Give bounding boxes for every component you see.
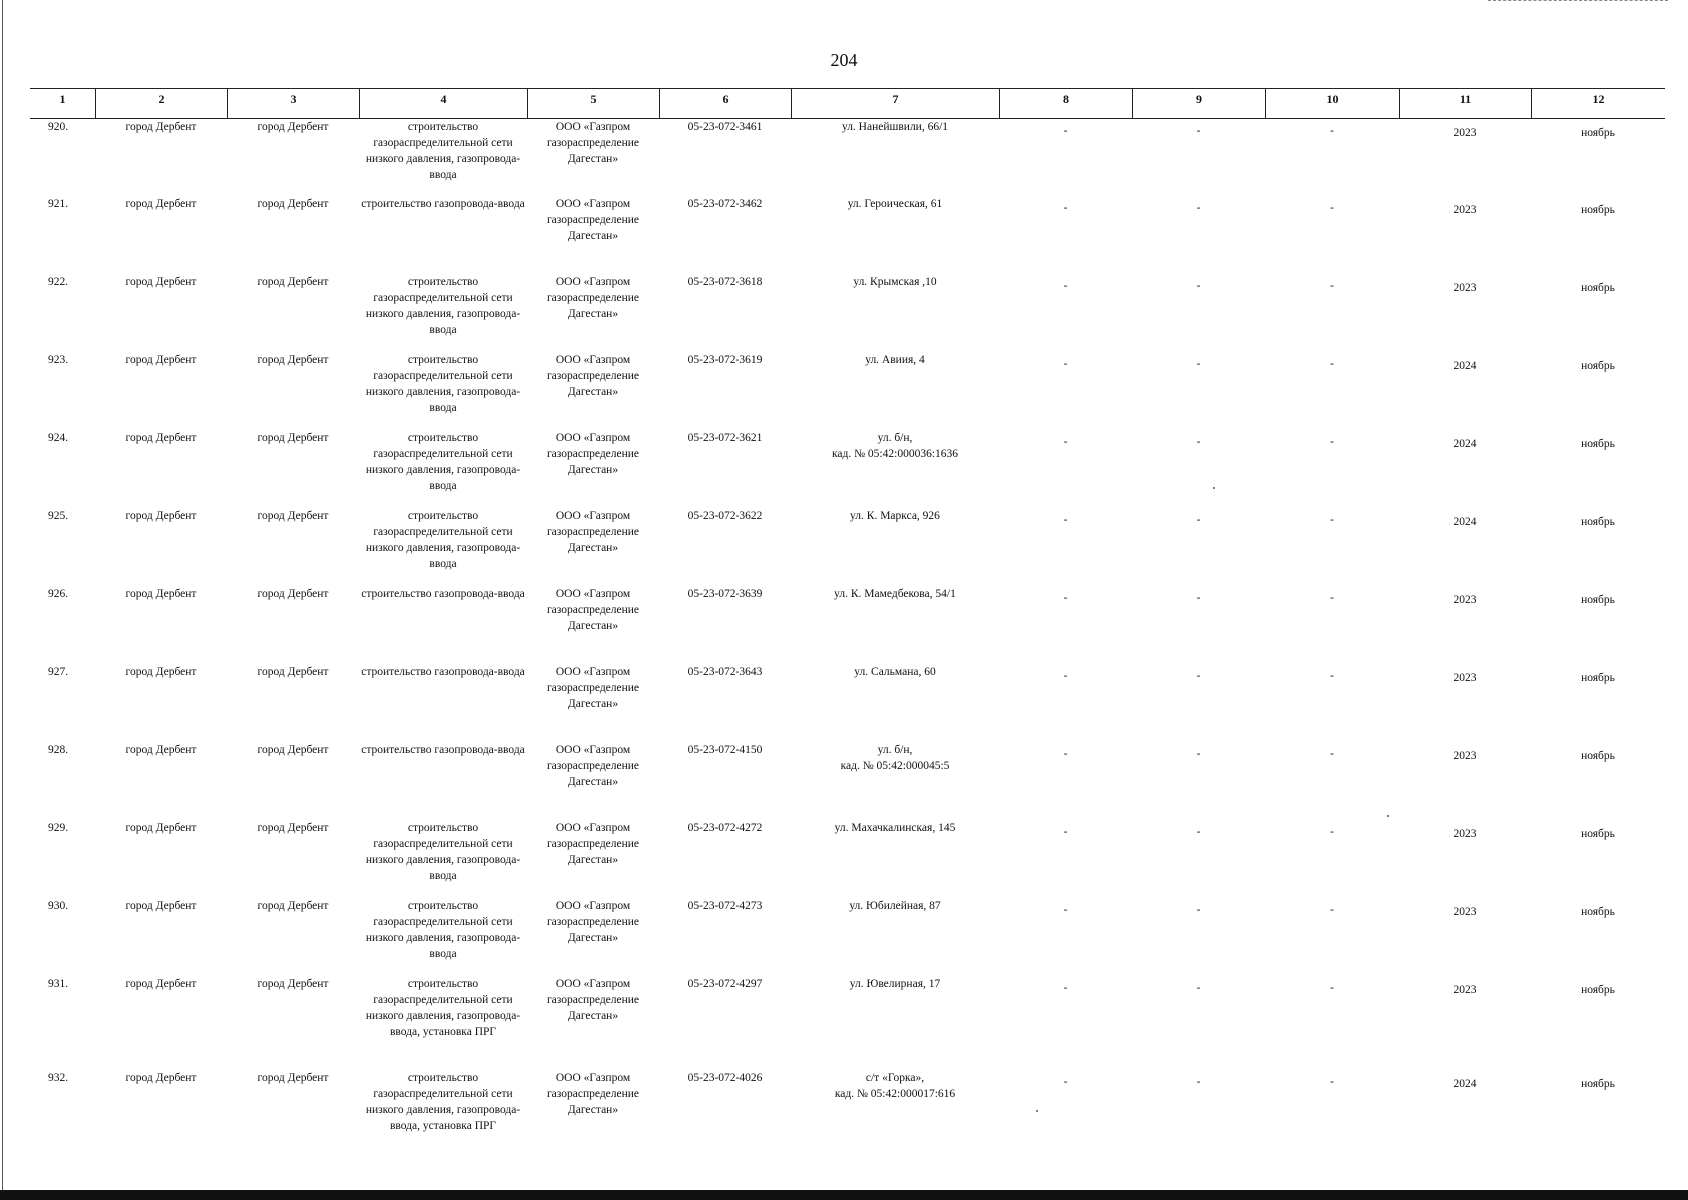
cell-col10: - bbox=[1330, 748, 1334, 760]
cell-col10: - bbox=[1330, 670, 1334, 682]
cell-organization: ООО «Газпром газораспределение Дагестан» bbox=[546, 354, 640, 398]
cell-col10: - bbox=[1330, 125, 1334, 137]
cell-col10: - bbox=[1330, 982, 1334, 994]
cell-address: ул. Авиия, 4 bbox=[865, 354, 925, 366]
cell-year: 2023 bbox=[1453, 282, 1477, 294]
scan-bottom-border bbox=[0, 1190, 1688, 1200]
cell-number: 930. bbox=[48, 900, 69, 912]
cell-locality: город Дербент bbox=[257, 121, 329, 133]
cell-work-type: строительство газопровода-ввода bbox=[361, 744, 525, 756]
cell-address: с/т «Горка», кад. № 05:42:000017:616 bbox=[834, 1072, 956, 1100]
cell-address: ул. б/н, кад. № 05:42:000036:1636 bbox=[831, 432, 959, 460]
cell-address: ул. Нанейшвили, 66/1 bbox=[841, 121, 949, 133]
cell-address: ул. К. Мамедбекова, 54/1 bbox=[834, 588, 956, 600]
cell-object-code: 05-23-072-3643 bbox=[687, 666, 763, 678]
cell-organization: ООО «Газпром газораспределение Дагестан» bbox=[546, 276, 640, 320]
cell-col10: - bbox=[1330, 436, 1334, 448]
cell-locality: город Дербент bbox=[257, 354, 329, 366]
cell-object-code: 05-23-072-4297 bbox=[687, 978, 763, 990]
cell-work-type: строительство газораспределительной сети низкого давления, газопровода-ввода, установка ПРГ bbox=[365, 1072, 521, 1132]
cell-district: город Дербент bbox=[125, 354, 197, 366]
cell-work-type: строительство газораспределительной сети низкого давления, газопровода-ввода, установка ПРГ bbox=[365, 978, 521, 1038]
cell-col9: - bbox=[1196, 826, 1201, 838]
cell-locality: город Дербент bbox=[257, 900, 329, 912]
cell-district: город Дербент bbox=[125, 978, 197, 990]
header-col-7: 7 bbox=[791, 88, 999, 119]
cell-address: ул. Героическая, 61 bbox=[847, 198, 943, 210]
cell-col9: - bbox=[1196, 592, 1201, 604]
cell-number: 925. bbox=[48, 510, 69, 522]
cell-col9: - bbox=[1196, 514, 1201, 526]
cell-month: ноябрь bbox=[1581, 438, 1615, 450]
cell-year: 2024 bbox=[1453, 1078, 1477, 1090]
cell-district: город Дербент bbox=[125, 588, 197, 600]
cell-col10: - bbox=[1330, 514, 1334, 526]
cell-col8: - bbox=[1063, 280, 1068, 292]
header-col-4: 4 bbox=[359, 88, 527, 119]
cell-object-code: 05-23-072-3621 bbox=[687, 432, 763, 444]
header-col-8: 8 bbox=[999, 88, 1132, 119]
cell-object-code: 05-23-072-4272 bbox=[687, 822, 763, 834]
cell-col8: - bbox=[1063, 982, 1068, 994]
cell-object-code: 05-23-072-3622 bbox=[687, 510, 763, 522]
cell-col8: - bbox=[1063, 670, 1068, 682]
cell-locality: город Дербент bbox=[257, 666, 329, 678]
cell-number: 923. bbox=[48, 354, 69, 366]
header-col-6: 6 bbox=[659, 88, 791, 119]
cell-number: 922. bbox=[48, 276, 69, 288]
cell-col8: - bbox=[1063, 748, 1068, 760]
cell-organization: ООО «Газпром газораспределение Дагестан» bbox=[546, 198, 640, 242]
cell-month: ноябрь bbox=[1581, 750, 1615, 762]
cell-district: город Дербент bbox=[125, 432, 197, 444]
cell-year: 2024 bbox=[1453, 438, 1477, 450]
page-number: 204 bbox=[830, 50, 858, 70]
cell-year: 2023 bbox=[1453, 127, 1477, 139]
cell-work-type: строительство газораспределительной сети низкого давления, газопровода-ввода bbox=[365, 900, 521, 960]
cell-locality: город Дербент bbox=[257, 510, 329, 522]
cell-address: ул. Юбилейная, 87 bbox=[849, 900, 941, 912]
cell-month: ноябрь bbox=[1581, 672, 1615, 684]
cell-col9: - bbox=[1196, 125, 1201, 137]
cell-month: ноябрь bbox=[1581, 127, 1615, 139]
scan-top-marks bbox=[1488, 0, 1668, 4]
header-col-1: 1 bbox=[30, 88, 95, 119]
cell-col9: - bbox=[1196, 436, 1201, 448]
cell-col8: - bbox=[1063, 826, 1068, 838]
header-col-10: 10 bbox=[1265, 88, 1399, 119]
cell-number: 932. bbox=[48, 1072, 69, 1084]
cell-organization: ООО «Газпром газораспределение Дагестан» bbox=[546, 900, 640, 944]
cell-object-code: 05-23-072-4150 bbox=[687, 744, 763, 756]
cell-address: ул. Ювелирная, 17 bbox=[849, 978, 941, 990]
header-col-2: 2 bbox=[95, 88, 227, 119]
cell-district: город Дербент bbox=[125, 121, 197, 133]
cell-col8: - bbox=[1063, 358, 1068, 370]
cell-month: ноябрь bbox=[1581, 1078, 1615, 1090]
cell-object-code: 05-23-072-3462 bbox=[687, 198, 763, 210]
cell-col9: - bbox=[1196, 982, 1201, 994]
cell-locality: город Дербент bbox=[257, 978, 329, 990]
cell-col10: - bbox=[1330, 826, 1334, 838]
cell-month: ноябрь bbox=[1581, 828, 1615, 840]
cell-col10: - bbox=[1330, 280, 1334, 292]
cell-organization: ООО «Газпром газораспределение Дагестан» bbox=[546, 1072, 640, 1116]
cell-col9: - bbox=[1196, 358, 1201, 370]
cell-year: 2023 bbox=[1453, 906, 1477, 918]
cell-organization: ООО «Газпром газораспределение Дагестан» bbox=[546, 121, 640, 165]
header-col-12: 12 bbox=[1531, 88, 1665, 119]
cell-number: 921. bbox=[48, 198, 69, 210]
cell-number: 927. bbox=[48, 666, 69, 678]
cell-address: ул. К. Маркса, 926 bbox=[850, 510, 940, 522]
scan-speck bbox=[1213, 487, 1215, 489]
cell-address: ул. Крымская ,10 bbox=[853, 276, 937, 288]
cell-locality: город Дербент bbox=[257, 588, 329, 600]
cell-district: город Дербент bbox=[125, 1072, 197, 1084]
cell-col9: - bbox=[1196, 748, 1201, 760]
cell-work-type: строительство газораспределительной сети низкого давления, газопровода-ввода bbox=[365, 432, 521, 492]
cell-year: 2024 bbox=[1453, 360, 1477, 372]
scan-speck bbox=[1387, 815, 1389, 817]
cell-work-type: строительство газораспределительной сети низкого давления, газопровода-ввода bbox=[365, 354, 521, 414]
cell-col8: - bbox=[1063, 1076, 1068, 1088]
cell-locality: город Дербент bbox=[257, 276, 329, 288]
cell-month: ноябрь bbox=[1581, 516, 1615, 528]
cell-locality: город Дербент bbox=[257, 432, 329, 444]
cell-district: город Дербент bbox=[125, 276, 197, 288]
cell-locality: город Дербент bbox=[257, 198, 329, 210]
cell-address: ул. б/н, кад. № 05:42:000045:5 bbox=[840, 744, 950, 772]
cell-year: 2023 bbox=[1453, 750, 1477, 762]
cell-year: 2023 bbox=[1453, 594, 1477, 606]
cell-month: ноябрь bbox=[1581, 204, 1615, 216]
cell-number: 920. bbox=[48, 121, 69, 133]
cell-organization: ООО «Газпром газораспределение Дагестан» bbox=[546, 588, 640, 632]
cell-col10: - bbox=[1330, 904, 1334, 916]
cell-object-code: 05-23-072-3618 bbox=[687, 276, 763, 288]
cell-col9: - bbox=[1196, 904, 1201, 916]
cell-work-type: строительство газораспределительной сети низкого давления, газопровода-ввода bbox=[365, 276, 521, 336]
cell-number: 931. bbox=[48, 978, 69, 990]
scan-speck bbox=[1036, 1110, 1038, 1112]
cell-col9: - bbox=[1196, 1076, 1201, 1088]
cell-month: ноябрь bbox=[1581, 360, 1615, 372]
cell-work-type: строительство газораспределительной сети низкого давления, газопровода-ввода bbox=[365, 510, 521, 570]
cell-year: 2023 bbox=[1453, 984, 1477, 996]
cell-address: ул. Махачкалинская, 145 bbox=[834, 822, 956, 834]
cell-district: город Дербент bbox=[125, 198, 197, 210]
cell-organization: ООО «Газпром газораспределение Дагестан» bbox=[546, 822, 640, 866]
cell-number: 926. bbox=[48, 588, 69, 600]
cell-col9: - bbox=[1196, 670, 1201, 682]
cell-work-type: строительство газопровода-ввода bbox=[361, 666, 525, 678]
cell-work-type: строительство газораспределительной сети низкого давления, газопровода-ввода bbox=[365, 822, 521, 882]
header-col-9: 9 bbox=[1132, 88, 1265, 119]
cell-col10: - bbox=[1330, 592, 1334, 604]
cell-organization: ООО «Газпром газораспределение Дагестан» bbox=[546, 744, 640, 788]
cell-col10: - bbox=[1330, 202, 1334, 214]
cell-year: 2023 bbox=[1453, 204, 1477, 216]
cell-year: 2023 bbox=[1453, 672, 1477, 684]
cell-col8: - bbox=[1063, 202, 1068, 214]
cell-locality: город Дербент bbox=[257, 1072, 329, 1084]
cell-month: ноябрь bbox=[1581, 984, 1615, 996]
header-col-3: 3 bbox=[227, 88, 359, 119]
cell-object-code: 05-23-072-4026 bbox=[687, 1072, 763, 1084]
cell-col9: - bbox=[1196, 280, 1201, 292]
scan-edge-line bbox=[2, 0, 3, 1190]
cell-organization: ООО «Газпром газораспределение Дагестан» bbox=[546, 510, 640, 554]
cell-col10: - bbox=[1330, 358, 1334, 370]
cell-object-code: 05-23-072-4273 bbox=[687, 900, 763, 912]
cell-district: город Дербент bbox=[125, 744, 197, 756]
cell-district: город Дербент bbox=[125, 822, 197, 834]
cell-col8: - bbox=[1063, 592, 1068, 604]
cell-address: ул. Сальмана, 60 bbox=[854, 666, 936, 678]
cell-col10: - bbox=[1330, 1076, 1334, 1088]
cell-month: ноябрь bbox=[1581, 594, 1615, 606]
cell-number: 929. bbox=[48, 822, 69, 834]
cell-object-code: 05-23-072-3639 bbox=[687, 588, 763, 600]
cell-col8: - bbox=[1063, 514, 1068, 526]
cell-work-type: строительство газораспределительной сети низкого давления, газопровода-ввода bbox=[365, 121, 521, 181]
cell-month: ноябрь bbox=[1581, 282, 1615, 294]
cell-district: город Дербент bbox=[125, 510, 197, 522]
table-header bbox=[30, 88, 1665, 119]
cell-col9: - bbox=[1196, 202, 1201, 214]
cell-year: 2024 bbox=[1453, 516, 1477, 528]
cell-number: 928. bbox=[48, 744, 69, 756]
header-col-5: 5 bbox=[527, 88, 659, 119]
cell-number: 924. bbox=[48, 432, 69, 444]
cell-work-type: строительство газопровода-ввода bbox=[361, 588, 525, 600]
cell-month: ноябрь bbox=[1581, 906, 1615, 918]
cell-district: город Дербент bbox=[125, 666, 197, 678]
cell-work-type: строительство газопровода-ввода bbox=[361, 198, 525, 210]
cell-locality: город Дербент bbox=[257, 744, 329, 756]
cell-col8: - bbox=[1063, 125, 1068, 137]
cell-organization: ООО «Газпром газораспределение Дагестан» bbox=[546, 978, 640, 1022]
cell-object-code: 05-23-072-3619 bbox=[687, 354, 763, 366]
cell-year: 2023 bbox=[1453, 828, 1477, 840]
cell-organization: ООО «Газпром газораспределение Дагестан» bbox=[546, 432, 640, 476]
header-col-11: 11 bbox=[1399, 88, 1531, 119]
cell-col8: - bbox=[1063, 904, 1068, 916]
cell-locality: город Дербент bbox=[257, 822, 329, 834]
cell-col8: - bbox=[1063, 436, 1068, 448]
cell-object-code: 05-23-072-3461 bbox=[687, 121, 763, 133]
cell-organization: ООО «Газпром газораспределение Дагестан» bbox=[546, 666, 640, 710]
cell-district: город Дербент bbox=[125, 900, 197, 912]
